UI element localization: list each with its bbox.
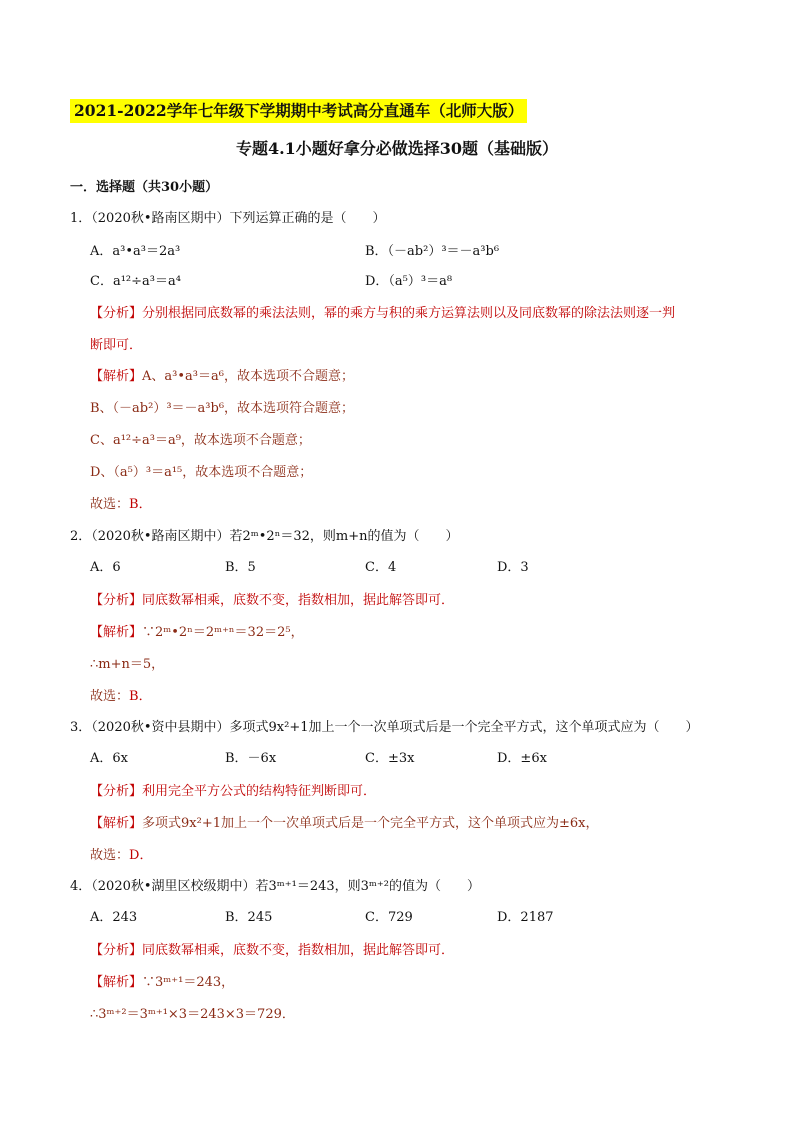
page-title: 专题4.1小题好拿分必做选择30题（基础版） [235,139,559,158]
analysis-text: 同底数幂相乘，底数不变，指数相加，据此解答即可． [142,593,455,608]
solution-text: ∴3ᵐ⁺²＝3ᵐ⁺¹×3＝243×3＝729． [90,1007,295,1022]
solution-text: D、（a⁵）³＝a¹⁵，故本选项不合题意； [90,465,313,480]
q4-solution-2 [90,1006,295,1024]
analysis-text: 分别根据同底数幂的乘法法则，幂的乘方与积的乘方运算法则以及同底数幂的除法法则逐一判 [142,306,676,321]
answer-prefix: 故选： [90,848,130,863]
q1-option-b: B．（－ab²）³＝－a³b⁶ [365,244,500,259]
q1-solution-a [90,368,354,386]
q3-stem: 3．（2020秋•资中县期中）多项式9x²+1加上一个一次单项式后是一个完全平方式，这个单项式应为（ ） [70,720,699,735]
solution-text: ∴m+n＝5， [90,657,165,672]
q2-option-b: B．5 [225,560,256,575]
answer-value: D． [129,848,153,863]
solution-text: ∵2ᵐ•2ⁿ＝2ᵐ⁺ⁿ＝32＝2⁵， [142,625,304,640]
q4-analysis [90,942,454,960]
header-banner: 2021-2022学年七年级下学期期中考试高分直通车（北师大版） [70,99,527,123]
q4-option-d: D．2187 [497,910,554,925]
q1-analysis-cont [90,337,142,355]
q4-option-b: B．245 [225,910,273,925]
q2-answer [90,688,152,706]
analysis-tag: 【分析】 [90,306,143,321]
solution-tag: 【解析】 [90,816,143,831]
section-heading: 一．选择题（共30小题） [70,180,219,195]
analysis-text: 断即可． [90,338,143,353]
q3-option-c: C．±3x [365,751,415,766]
q1-solution-c [90,432,311,450]
q1-option-c: C．a¹²÷a³＝a⁴ [90,274,181,289]
solution-text: 多项式9x²+1加上一个一次单项式后是一个完全平方式，这个单项式应为±6x， [142,816,599,831]
q3-option-b: B．－6x [225,751,277,766]
q3-option-d: D．±6x [497,751,547,766]
q2-solution-1 [90,624,304,642]
solution-tag: 【解析】 [90,369,143,384]
q1-option-d: D．（a⁵）³＝a⁸ [365,274,453,289]
solution-text: B、（－ab²）³＝－a³b⁶，故本选项符合题意； [90,401,355,416]
q3-solution-1 [90,815,599,833]
q4-solution-1 [90,974,234,992]
solution-text: A、a³•a³＝a⁶，故本选项不合题意； [142,369,354,384]
q2-option-c: C．4 [365,560,397,575]
answer-value: B． [129,689,152,704]
q3-analysis [90,783,376,801]
q1-answer [90,496,152,514]
q1-analysis [90,305,675,323]
analysis-tag: 【分析】 [90,943,143,958]
q4-option-c: C．729 [365,910,413,925]
answer-prefix: 故选： [90,497,130,512]
q2-solution-2 [90,656,164,674]
answer-prefix: 故选： [90,689,130,704]
q2-stem: 2．（2020秋•路南区期中）若2ᵐ•2ⁿ＝32，则m+n的值为（ ） [70,529,459,544]
q4-option-a: A．243 [90,910,138,925]
solution-tag: 【解析】 [90,625,143,640]
q1-option-a: A．a³•a³＝2a³ [90,244,181,259]
q1-solution-b [90,400,354,418]
analysis-tag: 【分析】 [90,784,143,799]
q3-option-a: A．6x [90,751,128,766]
answer-value: B． [129,497,152,512]
solution-tag: 【解析】 [90,975,143,990]
q3-answer [90,847,152,865]
q1-solution-d [90,464,312,482]
q2-analysis [90,592,454,610]
q2-option-a: A．6 [90,560,121,575]
analysis-tag: 【分析】 [90,593,143,608]
analysis-text: 同底数幂相乘，底数不变，指数相加，据此解答即可． [142,943,455,958]
q2-option-d: D．3 [497,560,529,575]
q4-stem: 4．（2020秋•湖里区校级期中）若3ᵐ⁺¹＝243，则3ᵐ⁺²的值为（ ） [70,879,480,894]
analysis-text: 利用完全平方公式的结构特征判断即可． [142,784,377,799]
solution-text: C、a¹²÷a³＝a⁹，故本选项不合题意； [90,433,311,448]
solution-text: ∵3ᵐ⁺¹＝243， [142,975,235,990]
q1-stem: 1．（2020秋•路南区期中）下列运算正确的是（ ） [70,211,386,226]
